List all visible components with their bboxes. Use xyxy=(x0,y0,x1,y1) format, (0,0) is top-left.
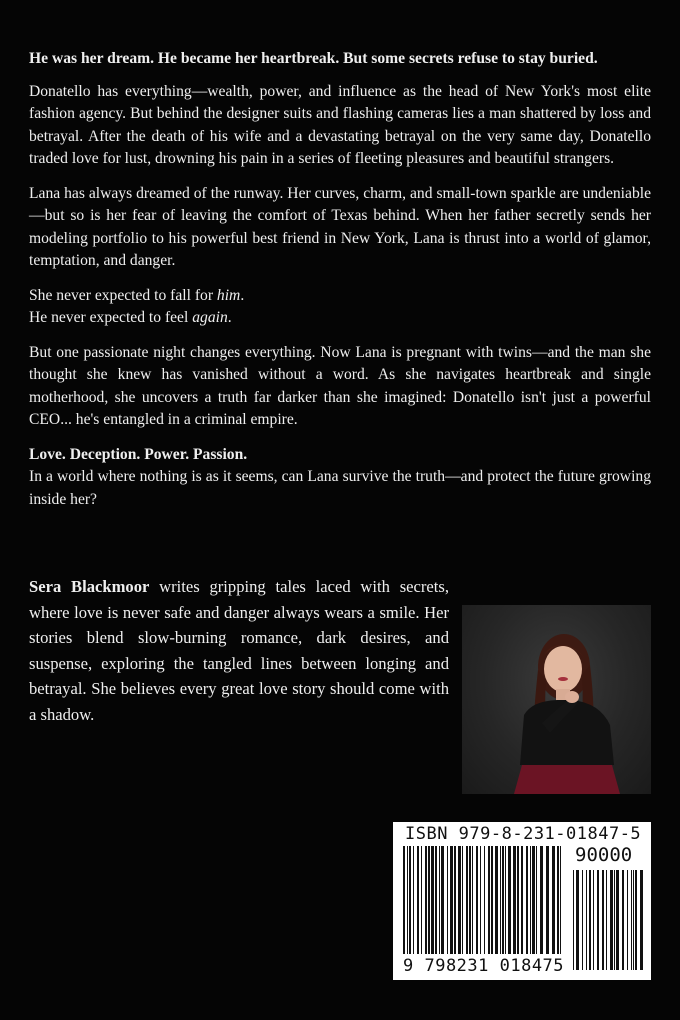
line-1-emphasis: him xyxy=(216,286,241,304)
author-name: Sera Blackmoor xyxy=(29,577,150,596)
barcode-bar xyxy=(517,846,519,954)
line-2-suffix: . xyxy=(227,309,232,326)
barcode-bar xyxy=(417,846,419,954)
barcode-bar xyxy=(480,846,481,954)
addon-bar xyxy=(576,870,579,970)
barcode-bar xyxy=(435,846,437,954)
line-1-prefix: She never expected to fall for xyxy=(29,286,217,304)
barcode-bar xyxy=(441,846,444,954)
addon-bar xyxy=(631,870,632,970)
blurb-paragraph-1: Donatello has everything—wealth, power, and influence as the head of New York's most elite fashion agency. But behind the designer suits and flashing cameras lies a man shattered by loss and betrayal. After the death of his wife and a devastating betrayal on the very same day, Donatello traded love for lust, drowning his pain in a series of fleeting pleasures and beautiful strangers. xyxy=(29,82,651,167)
closing-paragraph: In a world where nothing is as it seems, can Lana survive the truth—and protect the future growing inside her? xyxy=(29,468,651,508)
addon-bar xyxy=(602,870,604,970)
barcode-bar xyxy=(447,846,448,954)
barcode-bar xyxy=(546,846,549,954)
author-photo xyxy=(462,605,651,794)
barcode-bar xyxy=(413,846,414,954)
barcode-bar xyxy=(532,846,535,954)
barcode-bar xyxy=(421,846,422,954)
barcode-bar xyxy=(491,846,493,954)
tagline: Love. Deception. Power. Passion. xyxy=(29,445,248,463)
barcode-bar xyxy=(439,846,440,954)
barcode-bar xyxy=(488,846,490,954)
barcode-bar xyxy=(536,846,537,954)
barcode-bar xyxy=(500,846,501,954)
blurb-paragraph-2: Lana has always dreamed of the runway. Her curves, charm, and small-town sparkle are undeniable—but so is her fear of leaving the comfort of Texas behind. When her father secretly sends her modeling portfolio to his powerful best friend in New York, Lana is thrust into a world of glamor, temptation, and danger. xyxy=(29,184,651,269)
addon-bar xyxy=(635,870,637,970)
barcode-bar xyxy=(540,846,543,954)
barcode-bar xyxy=(495,846,498,954)
addon-bar xyxy=(614,870,615,970)
barcode-bar xyxy=(484,846,485,954)
addon-bar xyxy=(593,870,594,970)
barcode-bar xyxy=(476,846,478,954)
blurb-section xyxy=(29,48,651,523)
addon-bar xyxy=(589,870,591,970)
addon-bar xyxy=(573,870,574,970)
barcode-bar xyxy=(454,846,456,954)
addon-bar xyxy=(616,870,619,970)
barcode-bar xyxy=(502,846,504,954)
blurb-paragraph-3 xyxy=(29,285,651,330)
barcode-bar xyxy=(462,846,463,954)
barcode-bar xyxy=(450,846,453,954)
addon-bar xyxy=(633,870,634,970)
headline: He was her dream. He became her heartbreak. But some secrets refuse to stay buried. xyxy=(29,50,598,67)
barcode-bar xyxy=(425,846,427,954)
addon-bar xyxy=(597,870,599,970)
barcode-bar xyxy=(466,846,468,954)
barcode-bar xyxy=(431,846,434,954)
barcode-bar xyxy=(552,846,555,954)
author-bio-text: writes gripping tales laced with secrets, where love is never safe and danger always wears a smile. Her stories blend slow-burning romance, dark desires, and suspense, exploring the tangled lines between longing and betrayal. She believes every great love story should come with a shadow. xyxy=(29,577,449,724)
price-code: 90000 xyxy=(575,844,633,866)
addon-bar xyxy=(606,870,607,970)
blurb-paragraph-5 xyxy=(29,444,651,467)
addon-bar xyxy=(622,870,624,970)
barcode-bar xyxy=(557,846,559,954)
author-portrait-illustration xyxy=(462,605,651,794)
barcode-bar xyxy=(530,846,531,954)
barcode-bar xyxy=(458,846,461,954)
addon-bar xyxy=(640,870,643,970)
line-2-emphasis: again xyxy=(192,309,228,326)
addon-bar xyxy=(586,870,587,970)
barcode-bar xyxy=(407,846,408,954)
line-2-prefix: He never expected to feel xyxy=(29,309,193,326)
isbn-barcode xyxy=(393,822,651,980)
barcode-bar xyxy=(560,846,561,954)
barcode-bar xyxy=(428,846,430,954)
barcode-bar xyxy=(472,846,473,954)
blurb-paragraph-4: But one passionate night changes everything. Now Lana is pregnant with twins—and the man she thought she knew has vanished without a word. As she navigates heartbreak and single motherhood, she uncovers a truth far darker than she imagined: Donatello isn't just a powerful CEO... he's entangled in a criminal empire. xyxy=(29,343,651,428)
barcode-bar xyxy=(526,846,528,954)
barcode-bar xyxy=(505,846,506,954)
barcode-bar xyxy=(409,846,411,954)
addon-bar xyxy=(627,870,628,970)
barcode-bar xyxy=(513,846,516,954)
addon-bar xyxy=(582,870,583,970)
author-bio xyxy=(29,574,449,727)
barcode-bar xyxy=(508,846,511,954)
addon-bar xyxy=(610,870,613,970)
line-1-suffix: . xyxy=(240,286,245,304)
barcode-bar xyxy=(521,846,523,954)
ean-digits: 9 798231 018475 xyxy=(403,956,565,976)
barcode-bar xyxy=(403,846,405,954)
isbn-label: ISBN 979-8-231-01847-5 xyxy=(405,824,642,844)
barcode-bar xyxy=(469,846,471,954)
